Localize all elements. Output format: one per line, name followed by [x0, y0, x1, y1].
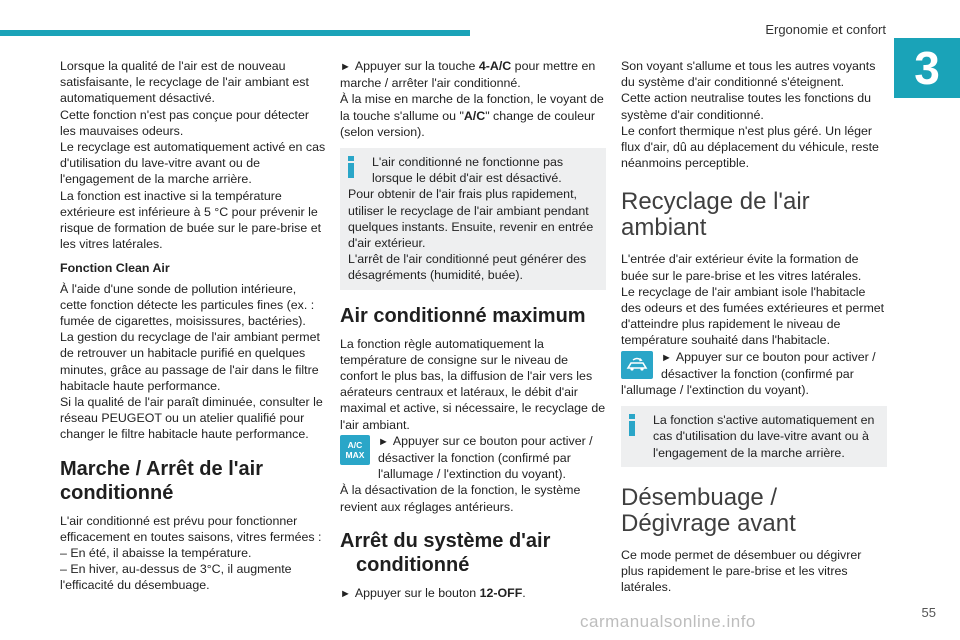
heading-recyclage: Recyclage de l'air ambiant	[621, 188, 810, 242]
heading-arret-systeme: Arrêt du système d'air conditionné	[340, 529, 551, 576]
step-off: ► Appuyer sur le bouton 12-OFF.	[340, 585, 526, 600]
key-label: A/C	[463, 108, 486, 123]
subheading-clean-air: Fonction Clean Air	[60, 261, 170, 276]
step-ac-max: A/C MAX ► Appuyer sur ce bouton pour activer / désactiver la fonction (confirmé par l'allumage / l'extinction du voyant).	[340, 433, 606, 483]
paragraph: Lorsque la qualité de l'air est de nouveau satisfaisante, le recyclage de l'air ambiant est automatiquement désactivé.	[60, 59, 309, 106]
heading-ac-max: Air conditionné maximum	[340, 304, 586, 327]
paragraph: À la désactivation de la fonction, le système revient aux réglages antérieurs.	[340, 483, 581, 514]
chapter-title: Ergonomie et confort	[765, 22, 886, 37]
watermark: carmanualsonline.info	[580, 612, 756, 631]
info-icon	[629, 414, 635, 436]
heading-desembuage: Désembuage / Dégivrage avant	[621, 483, 796, 537]
note-line: La fonction s'active automatiquement en cas d'utilisation du lave-vitre avant ou à l'engagement de la marche arrière.	[653, 413, 875, 460]
step-recirculation: ► Appuyer sur ce bouton pour activer / désactiver la fonction (confirmé par l'allumage / l'extinction du voyant).	[621, 349, 876, 398]
paragraph: Cette action neutralise toutes les fonctions du système d'air conditionné.	[621, 91, 872, 122]
key-label: 4-A/C	[478, 59, 512, 73]
paragraph: Si la qualité de l'air paraît diminuée, consulter le réseau PEUGEOT ou un atelier qualifié pour changer le filtre habitacle haute performance.	[60, 395, 323, 442]
info-note	[621, 406, 887, 467]
header-accent-rule	[0, 30, 470, 36]
paragraph: Le recyclage est automatiquement activé en cas d'utilisation du lave-vitre avant ou de l'engagement de la marche arrière.	[60, 140, 326, 187]
paragraph: Le confort thermique n'est plus géré. Un léger flux d'air, dû au déplacement du véhicule, reste néanmoins perceptible.	[621, 123, 879, 171]
arrow-bullet-icon: ►	[340, 587, 351, 600]
paragraph: La gestion du recyclage de l'air ambiant permet de retrouver un habitacle purifié en quelques minutes, grâce au passage de l'air dans le filtre habitacle haute performance.	[60, 330, 320, 393]
paragraph-led: À la mise en marche de la fonction, le voyant de la touche s'allume ou "A/C" change de couleur (selon version).	[340, 92, 604, 139]
paragraph: La fonction est inactive si la température extérieure est inférieure à 5 °C pour prévenir le risque de formation de buée sur le pare-brise et les vitres latérales.	[60, 188, 322, 252]
list-item: – En hiver, au-dessus de 3°C, il augmente l'efficacité du désembuage.	[60, 562, 292, 593]
paragraph: L'entrée d'air extérieur évite la formation de buée sur le pare-brise et les vitres latérales.	[621, 252, 862, 283]
column-2	[340, 58, 606, 602]
column-1	[60, 58, 326, 594]
note-line: L'arrêt de l'air conditionné peut générer des désagréments (humidité, buée).	[348, 252, 587, 283]
note-line: L'air conditionné ne fonctionne pas lorsque le débit d'air est désactivé.	[372, 155, 564, 186]
paragraph: Cette fonction n'est pas conçue pour détecter les mauvaises odeurs.	[60, 107, 309, 138]
arrow-bullet-icon: ►	[340, 61, 351, 73]
paragraph: La fonction règle automatiquement la température de consigne sur le niveau de confort le plus bas, la diffusion de l'air vers les aérateurs centraux et latéraux, le débit d'air maximal et active, si nécessaire, le recyclage de l'air ambiant.	[340, 336, 606, 432]
info-note	[340, 148, 606, 290]
recirculation-button-icon	[621, 351, 653, 379]
chapter-number-tab: 3	[894, 38, 960, 98]
column-3	[621, 58, 887, 595]
arrow-bullet-icon: ►	[661, 351, 672, 364]
paragraph: Le recyclage de l'air ambiant isole l'habitacle des odeurs et des fumées extérieures et permet d'atteindre plus rapidement le niveau de température souhaité dans l'habitacle.	[621, 284, 885, 348]
paragraph: À l'aide d'une sonde de pollution intérieure, cette fonction détecte les particules fines (ex. : fumée de cigarettes, moisissures, bactéries).	[60, 281, 315, 329]
key-label: 12-OFF	[479, 585, 523, 600]
heading-marche-arret: Marche / Arrêt de l'air conditionné	[60, 457, 263, 504]
paragraph: Son voyant s'allume et tous les autres voyants du système d'air conditionné s'éteignent.	[621, 59, 876, 90]
arrow-bullet-icon: ►	[378, 435, 389, 448]
note-line: Pour obtenir de l'air frais plus rapidement, utiliser le recyclage de l'air ambiant pendant quelques instants. Ensuite, revenir en entrée d'air extérieur.	[348, 187, 594, 251]
ac-max-button-icon: A/C MAX	[340, 435, 370, 465]
list-item: – En été, il abaisse la température.	[60, 546, 252, 561]
info-icon	[348, 156, 354, 178]
paragraph: Ce mode permet de désembuer ou dégivrer plus rapidement le pare-brise et les vitres latérales.	[621, 547, 862, 595]
step-ac-toggle: ► Appuyer sur la touche 4-A/C pour mettre en marche / arrêter l'air conditionné.	[340, 59, 596, 91]
page-number: 55	[921, 605, 936, 620]
paragraph: L'air conditionné est prévu pour fonctionner efficacement en toutes saisons, vitres fermées :	[60, 513, 322, 544]
